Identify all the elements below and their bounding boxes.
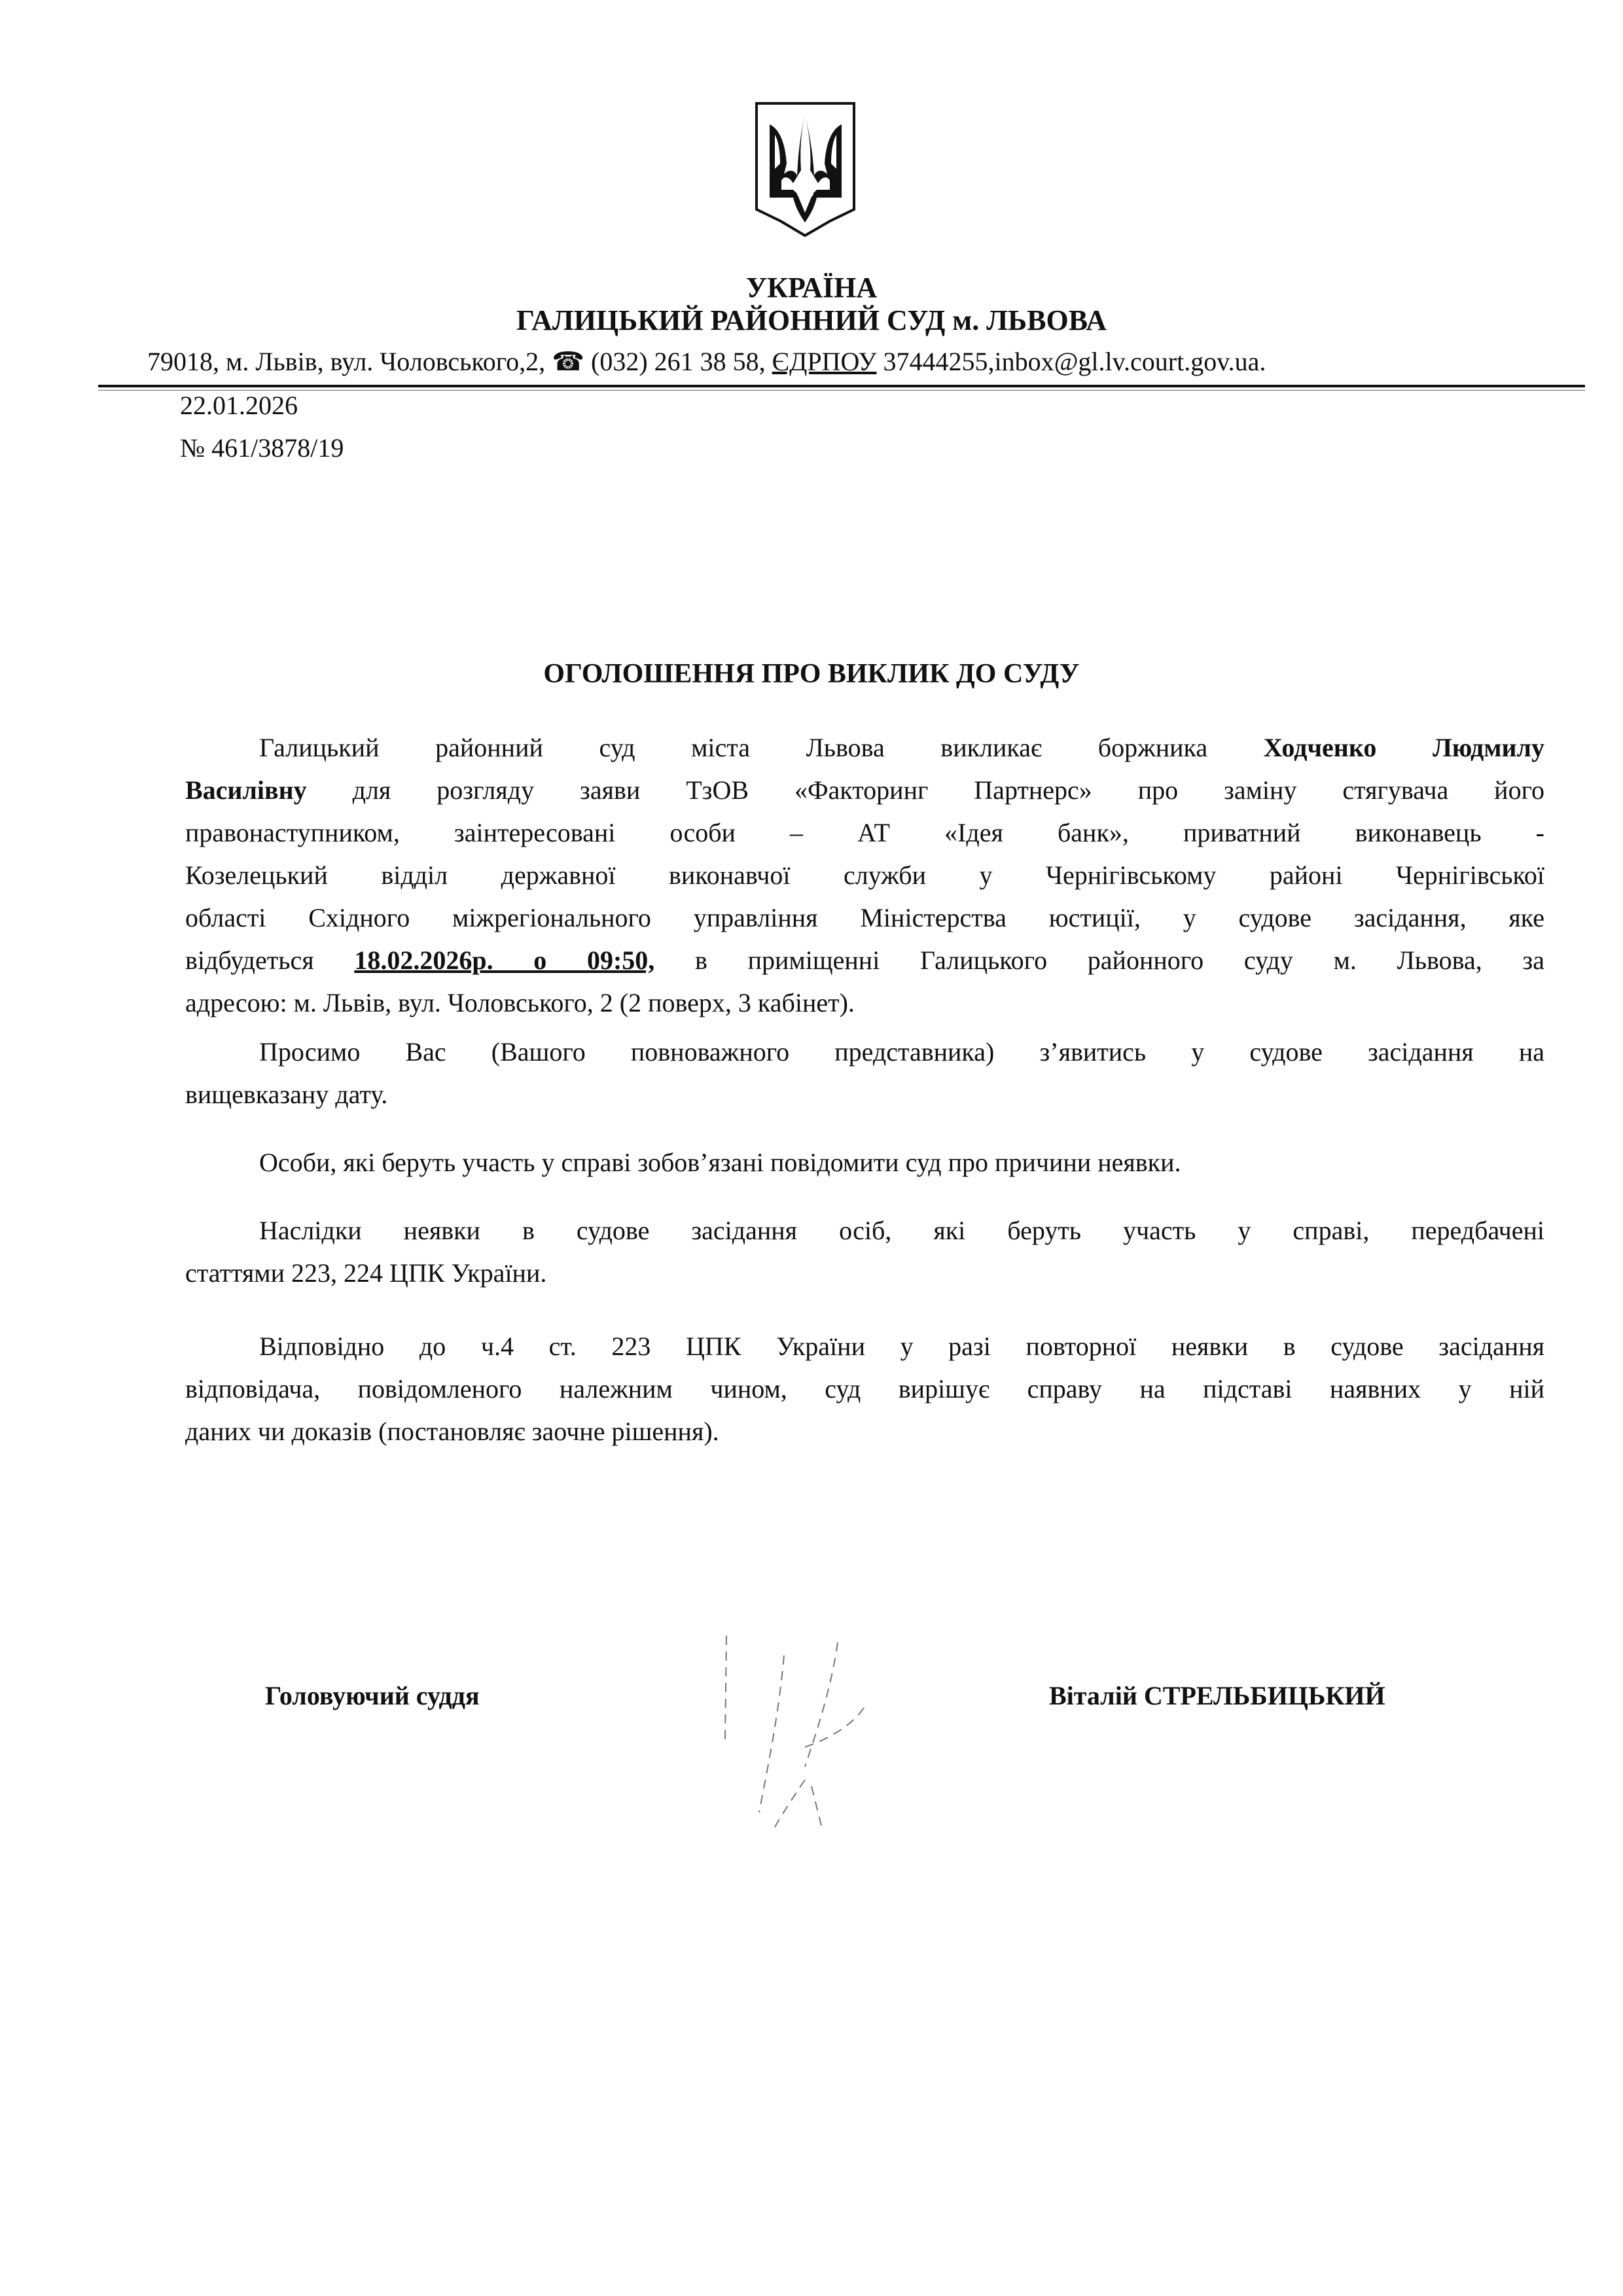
court-address: 79018, м. Львів, вул. Чоловського,2, bbox=[147, 347, 546, 376]
document-date: 22.01.2026 bbox=[180, 391, 298, 420]
text-line bbox=[185, 896, 1544, 939]
text-segment: області Східного міжрегіонального управління Міністерства юстиції, у судове засідання, яке bbox=[185, 903, 1544, 932]
text-segment: вищевказану дату. bbox=[185, 1080, 388, 1109]
signatory-name: Віталій СТРЕЛЬБИЦЬКИЙ bbox=[1049, 1681, 1385, 1710]
emphasized-text: Ходченко Людмилу bbox=[1263, 733, 1544, 762]
coat-of-arms-trident-icon bbox=[751, 98, 859, 239]
hearing-datetime: 18.02.2026р. о 09:50, bbox=[354, 945, 655, 975]
text-line bbox=[185, 1252, 1544, 1294]
text-segment: адресою: м. Львів, вул. Чоловського, 2 (2 поверх, 3 кабінет). bbox=[185, 988, 855, 1017]
text-segment: даних чи доказів (постановляє заочне рішення). bbox=[185, 1417, 719, 1446]
paragraph-default-judgment bbox=[185, 1325, 1544, 1453]
text-segment: Просимо Вас (Вашого повноважного представника) з’явитись у судове засідання на bbox=[259, 1037, 1544, 1067]
text-segment: статтями 223, 224 ЦПК України. bbox=[185, 1258, 547, 1288]
text-segment: правонаступником, заінтересовані особи – АТ «Ідея банк», приватний виконавець - bbox=[185, 818, 1544, 847]
country-heading: УКРАЇНА bbox=[745, 272, 878, 304]
paragraph-summons bbox=[185, 726, 1544, 1024]
text-segment: Наслідки неявки в судове засідання осіб, які беруть участь у справі, передбачені bbox=[259, 1216, 1544, 1245]
paragraph-obligation bbox=[185, 1141, 1544, 1184]
court-contacts bbox=[147, 345, 1561, 378]
text-segment: Козелецький відділ державної виконавчої служби у Чернігівському районі Чернігівської bbox=[185, 860, 1544, 890]
edrpou-label: ЄДРПОУ bbox=[772, 347, 877, 376]
edrpou-and-email: 37444255,inbox@gl.lv.court.gov.ua. bbox=[883, 347, 1266, 376]
document-title: ОГОЛОШЕННЯ ПРО ВИКЛИК ДО СУДУ bbox=[543, 659, 1080, 689]
header-divider-thin bbox=[98, 390, 1585, 391]
text-line bbox=[185, 1209, 1544, 1252]
text-segment: в приміщенні Галицького районного суду м. Львова, за bbox=[654, 945, 1544, 975]
text-line bbox=[185, 1141, 1544, 1184]
text-line bbox=[185, 854, 1544, 896]
paragraph-request-appear bbox=[185, 1031, 1544, 1116]
text-line bbox=[185, 1325, 1544, 1368]
text-segment: відбудеться bbox=[185, 945, 355, 975]
text-segment: Галицький районний суд міста Львова викликає боржника bbox=[259, 733, 1264, 762]
signatory-position: Головуючий суддя bbox=[265, 1681, 480, 1710]
text-segment: Особи, які беруть участь у справі зобов’язані повідомити суд про причини неявки. bbox=[259, 1148, 1181, 1177]
header-divider bbox=[98, 385, 1585, 387]
text-segment: Відповідно до ч.4 ст. 223 ЦПК України у разі повторної неявки в судове засідання bbox=[259, 1332, 1544, 1361]
text-line bbox=[185, 726, 1544, 769]
text-line bbox=[185, 1073, 1544, 1116]
case-number: № 461/3878/19 bbox=[180, 433, 344, 463]
text-line bbox=[185, 1410, 1544, 1453]
text-segment: відповідача, повідомленого належним чином, суд вирішує справу на підставі наявних у ній bbox=[185, 1374, 1544, 1404]
text-line bbox=[185, 769, 1544, 811]
handwritten-signature bbox=[707, 1616, 982, 1839]
emphasized-text: Василівну bbox=[185, 775, 307, 805]
text-line bbox=[185, 939, 1544, 981]
text-segment: для розгляду заяви ТзОВ «Факторинг Партнерс» про заміну стягувача його bbox=[306, 775, 1544, 805]
court-name-heading: ГАЛИЦЬКИЙ РАЙОННИЙ СУД м. ЛЬВОВА bbox=[516, 304, 1107, 336]
court-phone: (032) 261 38 58, bbox=[591, 347, 766, 376]
text-line bbox=[185, 981, 1544, 1024]
text-line bbox=[185, 1031, 1544, 1073]
text-line bbox=[185, 1368, 1544, 1410]
text-line bbox=[185, 811, 1544, 854]
telephone-icon: ☎ bbox=[552, 347, 585, 376]
paragraph-consequences bbox=[185, 1209, 1544, 1294]
